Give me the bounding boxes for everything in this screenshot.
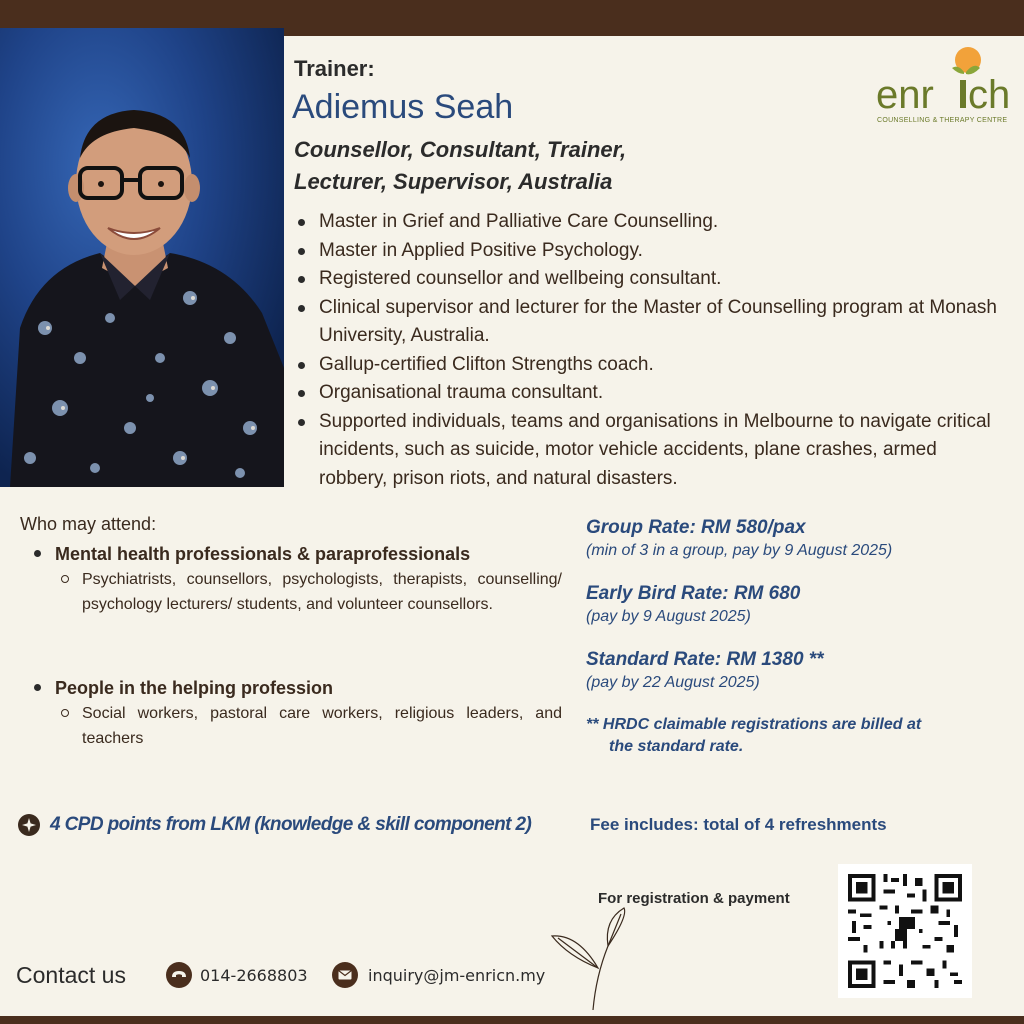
leaf-sketch-icon xyxy=(548,906,638,1012)
qualification-item: Organisational trauma consultant. xyxy=(296,379,1008,408)
compass-star-icon xyxy=(18,814,40,836)
rate-note: (pay by 9 August 2025) xyxy=(586,608,751,625)
logo-wordmark-left: enr xyxy=(876,73,934,117)
rate-name: Group Rate: RM 580/pax xyxy=(586,517,806,538)
rate-note: (min of 3 in a group, pay by 9 August 2025) xyxy=(586,542,893,559)
contact-phone[interactable]: 014-2668803 xyxy=(200,966,308,985)
phone-icon xyxy=(166,962,192,988)
cpd-points xyxy=(18,814,531,836)
rates-panel xyxy=(586,516,1006,758)
rate-standard xyxy=(586,648,1006,694)
bottom-banner xyxy=(0,1016,1024,1024)
hrdc-note-line: the standard rate. xyxy=(609,738,744,755)
trainer-title-line: Counsellor, Consultant, Trainer, xyxy=(294,137,627,162)
attendee-group-detail: Social workers, pastoral care workers, religious leaders, and teachers xyxy=(82,701,562,751)
rate-group xyxy=(586,516,1006,562)
rate-name: Standard Rate: RM 1380 ** xyxy=(586,649,824,670)
attendees-title: Who may attend: xyxy=(20,514,157,534)
logo-tagline: COUNSELLING & THERAPY CENTRE xyxy=(877,117,1007,124)
email-icon xyxy=(332,962,358,988)
trainer-title-line: Lecturer, Supervisor, Australia xyxy=(294,169,613,194)
rate-early-bird xyxy=(586,582,1006,628)
contact-label: Contact us xyxy=(16,962,126,988)
trainer-label: Trainer: xyxy=(294,56,375,81)
qualification-item: Registered counsellor and wellbeing consultant. xyxy=(296,265,1008,294)
hrdc-note-line: ** HRDC claimable registrations are billed at xyxy=(586,716,922,733)
attendee-group-heading: Mental health professionals & paraprofessionals xyxy=(32,541,562,567)
trainer-photo xyxy=(0,28,284,487)
qualifications-list xyxy=(296,208,1008,493)
qualification-item: Supported individuals, teams and organisations in Melbourne to navigate critical incidents, such as suicide, motor vehicle accidents, plane crashes, armed robbery, prison riots, and natural disasters. xyxy=(296,408,1008,494)
attendee-group-heading: People in the helping profession xyxy=(32,675,562,701)
contact-email[interactable]: inquiry@jm-enricn.my xyxy=(368,966,546,985)
trainer-name: Adiemus Seah xyxy=(292,88,514,126)
attendee-group-detail: Psychiatrists, counsellors, psychologists, therapists, counselling/ psychology lecturers/ students, and volunteer counsellors. xyxy=(82,567,562,617)
attendee-group-mental-health xyxy=(32,541,562,617)
rate-note: (pay by 22 August 2025) xyxy=(586,674,760,691)
fee-includes: Fee includes: total of 4 refreshments xyxy=(590,815,887,834)
logo-wordmark-right: ch xyxy=(968,73,1011,117)
enrich-logo xyxy=(872,44,1012,128)
trainer-titles xyxy=(294,134,626,198)
registration-qr-code[interactable] xyxy=(838,864,972,998)
qualification-item: Gallup-certified Clifton Strengths coach. xyxy=(296,351,1008,380)
qualification-item: Master in Grief and Palliative Care Counselling. xyxy=(296,208,1008,237)
rate-name: Early Bird Rate: RM 680 xyxy=(586,583,801,604)
cpd-text: 4 CPD points from LKM (knowledge & skill component 2) xyxy=(50,814,532,835)
qualification-item: Clinical supervisor and lecturer for the Master of Counselling program at Monash University, Australia. xyxy=(296,294,1008,351)
hrdc-note xyxy=(586,714,1006,758)
registration-label: For registration & payment xyxy=(598,890,790,907)
attendee-group-helping-profession xyxy=(32,675,562,751)
qualification-item: Master in Applied Positive Psychology. xyxy=(296,237,1008,266)
